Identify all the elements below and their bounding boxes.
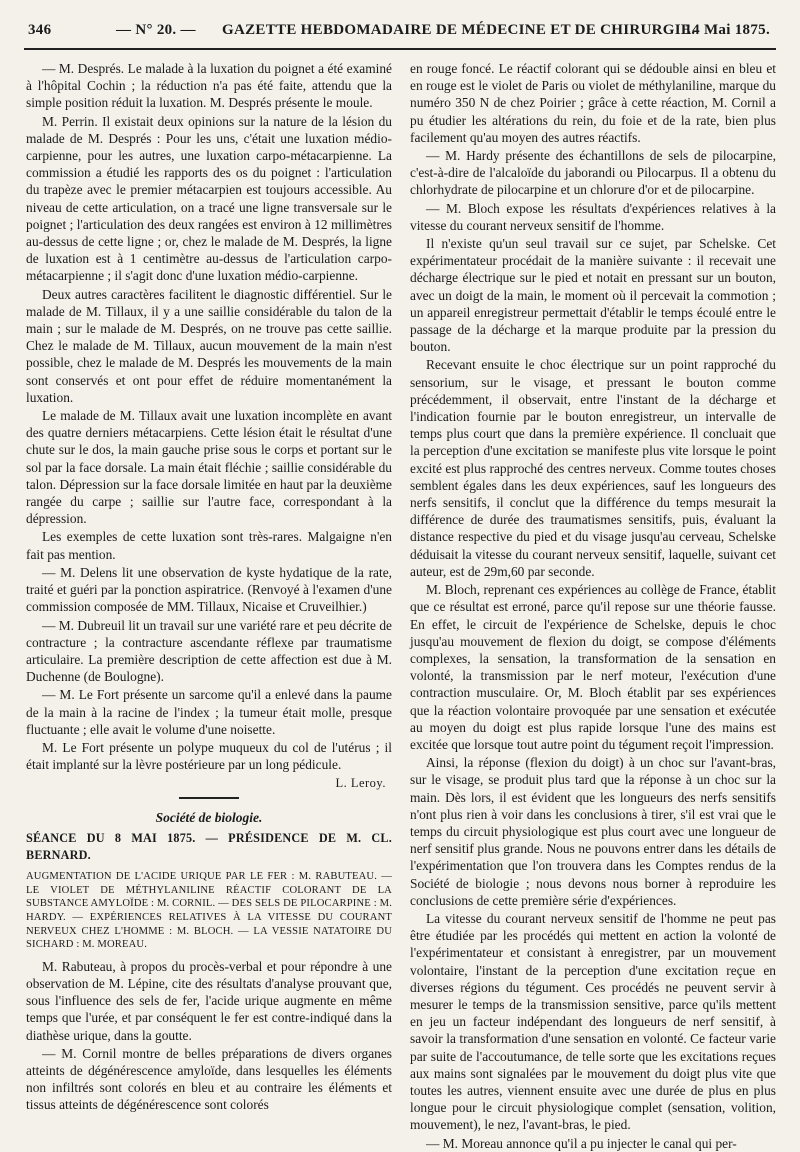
session-summary: AUGMENTATION DE L'ACIDE URIQUE PAR LE FER : M. RABUTEAU. — LE VIOLET DE MÉTHYLANILINE RÉACTIF COLORANT DE LA SUBSTANCE AMYLOÏDE : M. CORNIL. — DES SELS DE PILOCARPINE : M. HARDY. — EXPÉRIENCES RELATIVES À LA VITESSE DU COURANT NERVEUX CHEZ L'HOMME : M. BLOCH. — LA VESSIE NATATOIRE DU SICHARD : M. MOREAU. [26, 871, 392, 951]
society-title: Société de biologie. [155, 809, 263, 825]
paragraph: M. Bloch, reprenant ces expériences au collège de France, établit que ce résultat est erroné, parce qu'il repose sur une théorie fausse. En effet, le circuit de l'expérience de Schelske, depuis le choc jusqu'au mouvement de flexion du doigt, se compose d'éléments complexes, la sensation, la transformation de la sensation en volonté, la transmission par le nerf moteur, l'exécution d'une contraction musculaire. Or, M. Bloch établit par ses expériences que la réaction volontaire provoquée par une sensation et exécutée au moyen du doigt est plus rapide lorsque l'une des mains est excitée que lorsque tout autre point du tégument reçoit l'impression. [410, 582, 776, 752]
paragraph: Ainsi, la réponse (flexion du doigt) à un choc sur l'avant-bras, sur le visage, se produit plus tard que la réponse à un choc sur la main. Dès lors, il est évident que les longueurs des nerfs sensitifs n'ont plus rien à voir dans les conclusions à tirer, s'il est vrai que le temps du circuit physiologique est plus court avec une longueur de nerf sensitif plus grande. Nous ne pouvons entrer dans les détails de l'expérimentation que l'on trouvera dans les Comptes rendus de la Société de biologie ; nous devons nous borner à reproduire les conclusions de cette première série d'expériences. [410, 755, 776, 908]
paragraph: M. Le Fort présente un polype muqueux du col de l'utérus ; il était implanté sur la lèvre postérieure par un long pédicule. [26, 739, 392, 773]
paragraph: M. Perrin. Il existait deux opinions sur la nature de la lésion du malade de M. Després : Pour les uns, c'était une luxation médio-carpienne, pour les autres, une luxation carpo-métacarpienne. La commission a étudié les rapports des os du poignet : l'articulation du trapèze avec le premier métacarpien est toujours accessible. Au niveau de cette articulation, on a tracé une ligne transversale sur le poignet ; l'articulation des deux rangées est environ à 12 millimètres au-dessus de cette ligne ; or, chez le malade de M. Després, la ligne de luxation est à 1 centimètre au-dessus de l'articulation carpo-métacarpienne ; il s'agit donc d'une luxation médio-carpienne. [26, 113, 392, 284]
paragraph: Il n'existe qu'un seul travail sur ce sujet, par Schelske. Cet expérimentateur procédait de la manière suivante : il recevait une décharge électrique sur le pied et notait en pressant sur un bouton, avec un doigt de la main, le moment où il percevait la commotion ; un appareil enregistreur permettait d'établir le temps écoulé entre le passage de la décharge et la marque produite par la pression du bouton. [410, 236, 776, 355]
page-number: 346 [28, 22, 52, 38]
paragraph: M. Rabuteau, à propos du procès-verbal et pour répondre à une observation de M. Lépine, cite des résultats d'analyse prouvant que, sous l'influence des sels de fer, l'acide urique augmente en même temps que l'urée, et par conséquent le fer est contre-indiqué dans la diathèse urique, dans la goutte. [26, 958, 392, 1043]
paragraph: Le malade de M. Tillaux avait une luxation incomplète en avant des quatre derniers métacarpiens. Cette lésion était le résultat d'une chute sur le dos, la main gauche prise sous le corps et portant sur le sol par la face dorsale. La main était fléchie ; saillie considérable du talon. Dépression sur la face dorsale limitée en haut par la deuxième rangée du carpe ; saillie sur l'autre face, correspondant à la dépression. [26, 408, 392, 527]
paragraph: Les exemples de cette luxation sont très-rares. Malgaigne n'en fait pas mention. [26, 529, 392, 562]
paragraph: — M. Cornil montre de belles préparations de divers organes atteints de dégénérescence amyloïde, dans lesquelles les éléments non infiltrés sont colorés en bleu et au contraire les éléments et tissus atteints de dégénérescence sont colorés [26, 1045, 392, 1113]
paragraph: — M. Delens lit une observation de kyste hydatique de la rate, traité et guéri par la ponction aspiratrice. (Renvoyé à l'examen d'une commission composée de MM. Tillaux, Nicaise et Cruveilhier.) [26, 564, 392, 615]
paragraph: Deux autres caractères facilitent le diagnostic différentiel. Sur le malade de M. Tillaux, il y a une saillie considérable du talon de la main ; sur le malade de M. Després, on ne trouve pas cette saillie. Chez le malade de M. Tillaux, aucun mouvement de la main n'est possible, chez le malade de M. Després les mouvements de la main sont conservés et ont pour effet de réduire momentanément la luxation. [26, 286, 392, 405]
left-column [26, 60, 392, 1113]
paragraph: — M. Després. Le malade à la luxation du poignet a été examiné à l'hôpital Cochin ; la réduction n'a pas été faite, attendu que la simple position réduit la luxation. M. Després présente le moule. [26, 61, 392, 111]
page-header [24, 22, 776, 44]
header-rule [24, 48, 776, 50]
paragraph: — M. Hardy présente des échantillons de sels de pilocarpine, c'est-à-dire de l'alcaloïde du jaborandi ou Pilocarpus. Il a obtenu du chlorhydrate de pilocarpine et un chlorure d'or et de pilocarpine. [410, 148, 776, 198]
paragraph: — M. Le Fort présente un sarcome qu'il a enlevé dans la paume de la main à la racine de l'index ; la tumeur était molle, presque fluctuante ; elle avait le volume d'une noisette. [26, 687, 392, 737]
paragraph: — M. Moreau annonce qu'il a pu injecter le canal qui per- [426, 1135, 737, 1151]
journal-title: GAZETTE HEBDOMADAIRE DE MÉDECINE ET DE CHIRURGIE. [222, 22, 696, 38]
right-column [410, 60, 776, 1151]
paragraph: — M. Dubreuil lit un travail sur une variété rare et peu décrite de contracture ; la contracture ascendante réflexe par traumatisme articulaire. La première description de cette affection est due à M. Duchenne (de Boulogne). [26, 617, 392, 685]
section-divider [179, 797, 239, 799]
paragraph: en rouge foncé. Le réactif colorant qui se dédouble ainsi en bleu et en rouge est le violet de Paris ou violet de méthylaniline, marque du numéro 350 N de chez Poirier ; grâce à cette réaction, M. Cornil a pu étudier les altérations du rein, du foie et de la rate, bien plus facilement qu'au moyen des autres réactifs. [410, 61, 776, 145]
paragraph: — M. Bloch expose les résultats d'expériences relatives à la vitesse du courant nerveux sensitif de l'homme. [410, 200, 776, 233]
issue-date: 14 Mai 1875. [684, 22, 770, 38]
paragraph: La vitesse du courant nerveux sensitif de l'homme ne peut pas être étudiée par les procédés qui mettent en action la volonté de l'expérimentateur et consistant à enregistrer, par un mouvement volontaire, l'instant de la perception d'une excitation reçue en diverses régions du tégument. Ces procédés ne peuvent servir à mesurer le temps de la transmission sensitive, parce qu'ils mettent en jeu un facteur indépendant des longueurs de nerf sensitif, à savoir la transformation d'une sensation en volonté. Ce facteur varie par suite de l'accoutumance, de telle sorte que les excitations reçues aux mains sont signalées par le mouvement du doigt plus vite que toutes les autres, viennent ensuite avec une durée de plus en plus longue pour le circuit physiologique complet (sensation, volition, mouvement), le nez, l'avant-bras, le pied. [410, 910, 776, 1133]
issue-number: — N° 20. — [116, 22, 196, 38]
seance-heading: SÉANCE DU 8 MAI 1875. — PRÉSIDENCE DE M. CL. BERNARD. [26, 830, 392, 862]
paragraph: Recevant ensuite le choc électrique sur un point rapproché du sensorium, sur le visage, et pressant le bouton comme précédemment, il observait, entre l'instant de la décharge et l'indication fournie par le bouton enregistreur, un intervalle de temps plus court que dans la première expérience. Il concluait que la perception d'une excitation se manifeste plus vite lorsque le point excité est plus rapproché des centres nerveux. Comme toutes choses semblent égales dans les deux expériences, sauf les longueurs des nerfs sensitifs, il conclut que la différence du temps mesurait la différence de durée des traumatismes sensitifs, puis, évaluant la distance respective du pied et du visage jusqu'au cerveau, Schelske déduisait la vitesse du courant nerveux sensitif, laquelle, suivant cet auteur, est de 29m,60 par seconde. [410, 357, 776, 579]
author-signature: L. Leroy. [335, 776, 386, 791]
